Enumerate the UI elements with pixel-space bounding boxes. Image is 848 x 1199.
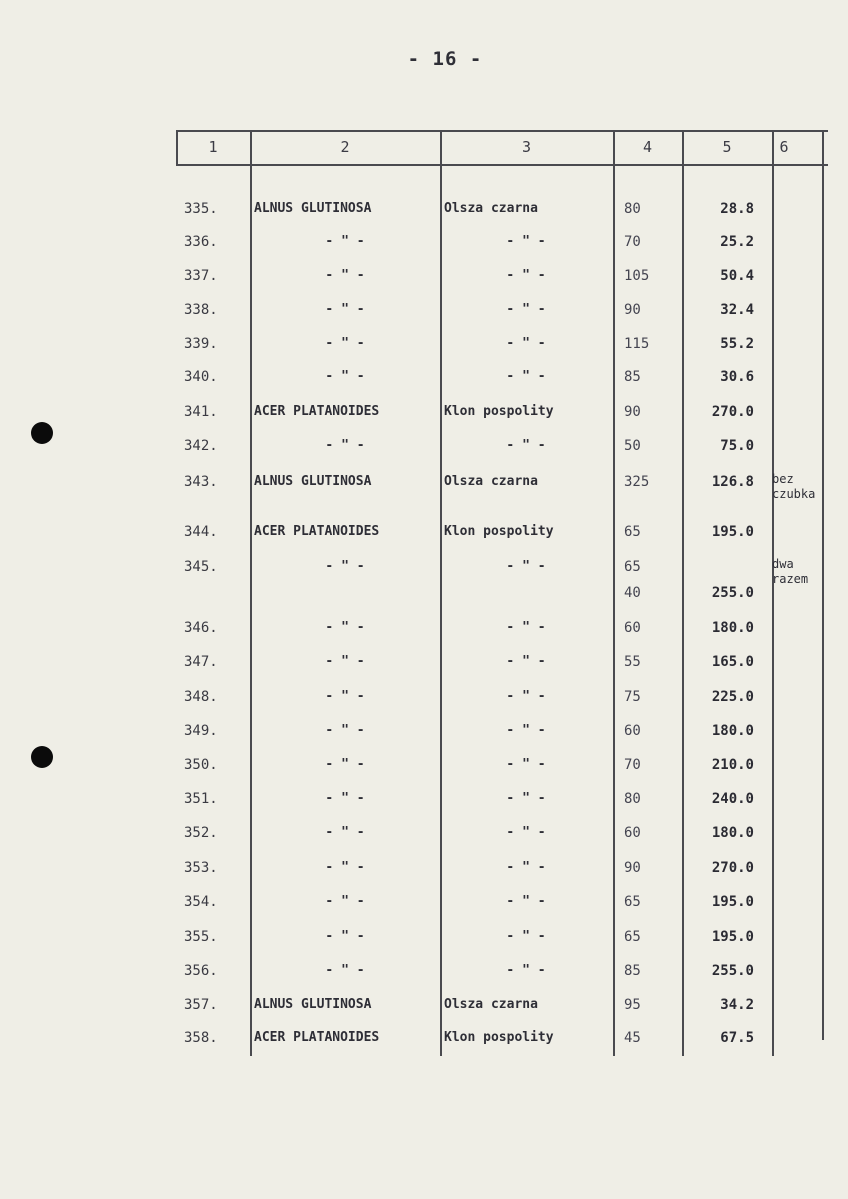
col4-value-cell: 70 bbox=[624, 757, 641, 773]
latin-name-cell: ACER PLATANOIDES bbox=[254, 524, 380, 539]
row-number: 346. bbox=[184, 620, 218, 636]
row-number: 348. bbox=[184, 689, 218, 705]
col5-value-cell: 195.0 bbox=[711, 524, 754, 540]
polish-name-cell: - " - bbox=[506, 757, 546, 772]
latin-name-cell: ALNUS GLUTINOSA bbox=[254, 201, 372, 216]
col4-value-cell: 60 bbox=[624, 620, 641, 636]
row-number: 349. bbox=[184, 723, 218, 739]
row-number: 344. bbox=[184, 524, 218, 540]
latin-name-cell: ALNUS GLUTINOSA bbox=[254, 997, 372, 1012]
col5-value-cell: 195.0 bbox=[711, 929, 754, 945]
row-number: 355. bbox=[184, 929, 218, 945]
col5-value-cell: 75.0 bbox=[720, 438, 754, 454]
latin-name-cell: - " - bbox=[325, 825, 365, 840]
row-number: 335. bbox=[184, 201, 218, 217]
col5-value-cell: 255.0 bbox=[711, 585, 754, 601]
punch-hole-bottom bbox=[31, 746, 53, 768]
row-number: 345. bbox=[184, 559, 218, 575]
polish-name-cell: - " - bbox=[506, 929, 546, 944]
row-number: 342. bbox=[184, 438, 218, 454]
polish-name-cell: - " - bbox=[506, 894, 546, 909]
col-header-3: 3 bbox=[521, 138, 532, 156]
remarks-cell: dwa razem bbox=[772, 557, 809, 586]
latin-name-cell: - " - bbox=[325, 860, 365, 875]
polish-name-cell: Klon pospolity bbox=[444, 524, 554, 539]
col4-value-cell: 50 bbox=[624, 438, 641, 454]
polish-name-cell: Olsza czarna bbox=[444, 997, 538, 1012]
latin-name-cell: - " - bbox=[325, 369, 365, 384]
col4-value-cell: 60 bbox=[624, 825, 641, 841]
col5-value-cell: 50.4 bbox=[720, 268, 754, 284]
col5-value-cell: 195.0 bbox=[711, 894, 754, 910]
col5-value-cell: 30.6 bbox=[720, 369, 754, 385]
col5-value-cell: 34.2 bbox=[720, 997, 754, 1013]
row-number: 339. bbox=[184, 336, 218, 352]
polish-name-cell: - " - bbox=[506, 791, 546, 806]
col4-value-cell: 65 bbox=[624, 929, 641, 945]
row-number: 352. bbox=[184, 825, 218, 841]
col4-value-cell: 85 bbox=[624, 963, 641, 979]
table-header-rule bbox=[176, 164, 828, 166]
col4-value-cell: 65 bbox=[624, 559, 641, 575]
col4-value-cell: 90 bbox=[624, 302, 641, 318]
col5-value-cell: 180.0 bbox=[711, 723, 754, 739]
row-number: 350. bbox=[184, 757, 218, 773]
col-header-6: 6 bbox=[779, 138, 789, 156]
remarks-cell: bez czubka bbox=[772, 472, 816, 501]
polish-name-cell: Olsza czarna bbox=[444, 474, 538, 489]
col4-value-cell: 45 bbox=[624, 1030, 641, 1046]
row-number: 358. bbox=[184, 1030, 218, 1046]
col5-value-cell: 67.5 bbox=[720, 1030, 754, 1046]
col4-value-cell: 105 bbox=[624, 268, 650, 284]
page-number: - 16 - bbox=[407, 48, 483, 70]
col5-value-cell: 55.2 bbox=[720, 336, 754, 352]
polish-name-cell: - " - bbox=[506, 302, 546, 317]
row-number: 347. bbox=[184, 654, 218, 670]
polish-name-cell: - " - bbox=[506, 654, 546, 669]
latin-name-cell: ACER PLATANOIDES bbox=[254, 404, 380, 419]
col4-value-cell: 75 bbox=[624, 689, 641, 705]
col-header-1: 1 bbox=[208, 138, 218, 156]
polish-name-cell: - " - bbox=[506, 963, 546, 978]
row-number: 353. bbox=[184, 860, 218, 876]
col5-value-cell: 180.0 bbox=[711, 825, 754, 841]
col5-value-cell: 25.2 bbox=[720, 234, 754, 250]
polish-name-cell: - " - bbox=[506, 825, 546, 840]
polish-name-cell: - " - bbox=[506, 369, 546, 384]
latin-name-cell: - " - bbox=[325, 620, 365, 635]
col4-value-cell: 55 bbox=[624, 654, 641, 670]
row-number: 340. bbox=[184, 369, 218, 385]
polish-name-cell: - " - bbox=[506, 689, 546, 704]
col5-value-cell: 126.8 bbox=[711, 474, 754, 490]
col5-value-cell: 165.0 bbox=[711, 654, 754, 670]
polish-name-cell: - " - bbox=[506, 723, 546, 738]
col4-value-cell: 85 bbox=[624, 369, 641, 385]
row-number: 341. bbox=[184, 404, 218, 420]
polish-name-cell: - " - bbox=[506, 234, 546, 249]
latin-name-cell: - " - bbox=[325, 559, 365, 574]
col4-value-cell: 90 bbox=[624, 860, 641, 876]
col5-value-cell: 28.8 bbox=[720, 201, 754, 217]
col4-value-cell: 80 bbox=[624, 201, 641, 217]
table-top-rule bbox=[176, 130, 828, 132]
latin-name-cell: - " - bbox=[325, 654, 365, 669]
polish-name-cell: - " - bbox=[506, 620, 546, 635]
col4-value-cell: 95 bbox=[624, 997, 641, 1013]
col4-value-cell: 90 bbox=[624, 404, 641, 420]
col-divider-5-6 bbox=[772, 130, 774, 1056]
col5-value-cell: 240.0 bbox=[711, 791, 754, 807]
row-number: 338. bbox=[184, 302, 218, 318]
col5-value-cell: 180.0 bbox=[711, 620, 754, 636]
col4-second-value-cell: 40 bbox=[624, 585, 641, 601]
latin-name-cell: - " - bbox=[325, 302, 365, 317]
polish-name-cell: - " - bbox=[506, 559, 546, 574]
polish-name-cell: Olsza czarna bbox=[444, 201, 538, 216]
col4-value-cell: 65 bbox=[624, 894, 641, 910]
row-number: 337. bbox=[184, 268, 218, 284]
col4-value-cell: 60 bbox=[624, 723, 641, 739]
polish-name-cell: Klon pospolity bbox=[444, 1030, 554, 1045]
row-number: 336. bbox=[184, 234, 218, 250]
col-header-5: 5 bbox=[722, 138, 732, 156]
row-number: 351. bbox=[184, 791, 218, 807]
col5-value-cell: 255.0 bbox=[711, 963, 754, 979]
latin-name-cell: - " - bbox=[325, 723, 365, 738]
col-header-2: 2 bbox=[340, 138, 350, 156]
polish-name-cell: - " - bbox=[506, 336, 546, 351]
col4-value-cell: 115 bbox=[624, 336, 650, 352]
latin-name-cell: - " - bbox=[325, 234, 365, 249]
polish-name-cell: - " - bbox=[506, 860, 546, 875]
latin-name-cell: - " - bbox=[325, 791, 365, 806]
col5-value-cell: 270.0 bbox=[711, 860, 754, 876]
col4-value-cell: 80 bbox=[624, 791, 641, 807]
latin-name-cell: ACER PLATANOIDES bbox=[254, 1030, 380, 1045]
polish-name-cell: - " - bbox=[506, 268, 546, 283]
col-header-4: 4 bbox=[642, 138, 653, 156]
row-number: 354. bbox=[184, 894, 218, 910]
row-number: 343. bbox=[184, 474, 218, 490]
latin-name-cell: - " - bbox=[325, 268, 365, 283]
col4-value-cell: 325 bbox=[624, 474, 650, 490]
col5-value-cell: 210.0 bbox=[711, 757, 754, 773]
polish-name-cell: - " - bbox=[506, 438, 546, 453]
col4-value-cell: 65 bbox=[624, 524, 641, 540]
latin-name-cell: - " - bbox=[325, 689, 365, 704]
row-number: 357. bbox=[184, 997, 218, 1013]
latin-name-cell: - " - bbox=[325, 336, 365, 351]
punch-hole-top bbox=[31, 422, 53, 444]
row-number: 356. bbox=[184, 963, 218, 979]
latin-name-cell: ALNUS GLUTINOSA bbox=[254, 474, 372, 489]
col4-value-cell: 70 bbox=[624, 234, 641, 250]
latin-name-cell: - " - bbox=[325, 438, 365, 453]
latin-name-cell: - " - bbox=[325, 894, 365, 909]
latin-name-cell: - " - bbox=[325, 757, 365, 772]
latin-name-cell: - " - bbox=[325, 963, 365, 978]
col5-value-cell: 32.4 bbox=[720, 302, 754, 318]
polish-name-cell: Klon pospolity bbox=[444, 404, 554, 419]
col5-value-cell: 225.0 bbox=[711, 689, 754, 705]
latin-name-cell: - " - bbox=[325, 929, 365, 944]
col5-value-cell: 270.0 bbox=[711, 404, 754, 420]
